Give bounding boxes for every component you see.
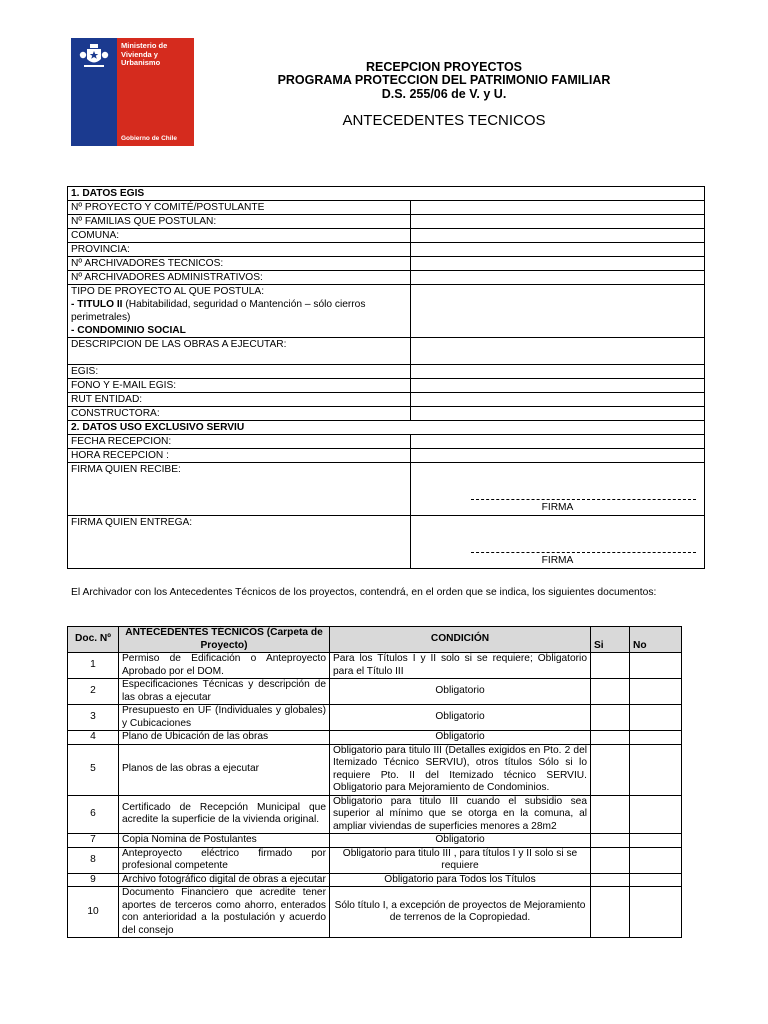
firma-recibe-label: FIRMA QUIEN RECIBE: <box>68 463 411 516</box>
si-checkbox-cell[interactable] <box>591 834 630 848</box>
col-si: Si <box>591 627 630 653</box>
documents-table <box>67 626 682 938</box>
no-checkbox-cell[interactable] <box>630 744 682 795</box>
tipo-titulo2-bold: - TITULO II <box>71 299 123 310</box>
fecha-label: FECHA RECEPCION: <box>68 435 411 449</box>
no-checkbox-cell[interactable] <box>630 679 682 705</box>
no-checkbox-cell[interactable] <box>630 795 682 834</box>
proyecto-field[interactable] <box>411 201 705 215</box>
si-checkbox-cell[interactable] <box>591 705 630 731</box>
doc-condicion: Obligatorio <box>330 705 591 731</box>
hora-field[interactable] <box>411 449 705 463</box>
table-row <box>68 679 682 705</box>
tipo-titulo2-desc: (Habitabilidad, seguridad o Mantención – sólo cierros perimetrales) <box>71 299 366 323</box>
arch-tecnicos-label: Nº ARCHIVADORES TECNICOS: <box>68 257 411 271</box>
descripcion-field[interactable] <box>411 338 705 365</box>
doc-number: 1 <box>68 653 119 679</box>
table-row <box>68 873 682 887</box>
doc-number: 5 <box>68 744 119 795</box>
doc-antecedente: Anteproyecto eléctrico firmado por profesional competente <box>119 847 330 873</box>
rut-field[interactable] <box>411 393 705 407</box>
project-data-form <box>67 186 705 569</box>
signature-line <box>471 499 696 500</box>
descripcion-label: DESCRIPCION DE LAS OBRAS A EJECUTAR: <box>68 338 411 365</box>
doc-number: 7 <box>68 834 119 848</box>
col-no: No <box>630 627 682 653</box>
comuna-field[interactable] <box>411 229 705 243</box>
doc-number: 6 <box>68 795 119 834</box>
col-condicion: CONDICIÓN <box>330 627 591 653</box>
header-line2: PROGRAMA PROTECCION DEL PATRIMONIO FAMILIAR <box>277 73 611 87</box>
proyecto-label: Nº PROYECTO Y COMITÉ/POSTULANTE <box>68 201 411 215</box>
coat-of-arms-icon <box>78 41 110 71</box>
constructora-label: CONSTRUCTORA: <box>68 407 411 421</box>
doc-antecedente: Documento Financiero que acredite tener aportes de terceros como ahorro, enterados con anterioridad a la postulación y acuerdo del consejo <box>119 887 330 938</box>
doc-number: 10 <box>68 887 119 938</box>
egis-label: EGIS: <box>68 365 411 379</box>
col-doc: Doc. Nº <box>68 627 119 653</box>
doc-antecedente: Planos de las obras a ejecutar <box>119 744 330 795</box>
tipo-proyecto-cell <box>68 285 411 338</box>
no-checkbox-cell[interactable] <box>630 887 682 938</box>
tipo-proyecto-field[interactable] <box>411 285 705 338</box>
no-checkbox-cell[interactable] <box>630 834 682 848</box>
doc-condicion: Obligatorio <box>330 731 591 745</box>
firma-entrega-field[interactable] <box>411 516 705 569</box>
hora-label: HORA RECEPCION : <box>68 449 411 463</box>
no-checkbox-cell[interactable] <box>630 653 682 679</box>
si-checkbox-cell[interactable] <box>591 873 630 887</box>
tipo-proyecto-label: TIPO DE PROYECTO AL QUE POSTULA: <box>71 286 265 297</box>
table-row <box>68 731 682 745</box>
arch-admin-label: Nº ARCHIVADORES ADMINISTRATIVOS: <box>68 271 411 285</box>
arch-tecnicos-field[interactable] <box>411 257 705 271</box>
firma-recibe-field[interactable] <box>411 463 705 516</box>
fono-label: FONO Y E-MAIL EGIS: <box>68 379 411 393</box>
tipo-condominio: - CONDOMINIO SOCIAL <box>71 325 186 336</box>
intro-paragraph: El Archivador con los Antecedentes Técnicos de los proyectos, contendrá, en el orden que se indica, los siguientes documentos: <box>71 587 657 598</box>
signature-line <box>471 552 696 553</box>
header-line1: RECEPCION PROYECTOS <box>365 60 523 74</box>
firma-entrega-label: FIRMA QUIEN ENTREGA: <box>68 516 411 569</box>
comuna-label: COMUNA: <box>68 229 411 243</box>
documents-table-body <box>68 653 682 938</box>
table-row <box>68 705 682 731</box>
ministry-name <box>121 42 167 68</box>
no-checkbox-cell[interactable] <box>630 705 682 731</box>
doc-condicion: Obligatorio <box>330 834 591 848</box>
provincia-field[interactable] <box>411 243 705 257</box>
doc-condicion: Obligatorio <box>330 679 591 705</box>
si-checkbox-cell[interactable] <box>591 847 630 873</box>
si-checkbox-cell[interactable] <box>591 679 630 705</box>
constructora-field[interactable] <box>411 407 705 421</box>
egis-field[interactable] <box>411 365 705 379</box>
logo-blue-panel <box>71 38 117 146</box>
col-antecedentes: ANTECEDENTES TÉCNICOS (Carpeta de Proyecto) <box>119 627 330 653</box>
doc-condicion: Para los Títulos I y II solo si se requiere; Obligatorio para el Título III <box>330 653 591 679</box>
doc-number: 3 <box>68 705 119 731</box>
fecha-field[interactable] <box>411 435 705 449</box>
section1-heading: 1. DATOS EGIS <box>68 187 705 201</box>
doc-number: 4 <box>68 731 119 745</box>
firma-caption: FIRMA <box>541 555 574 566</box>
header-line3: D.S. 255/06 de V. y U. <box>381 87 507 101</box>
doc-antecedente: Especificaciones Técnicas y descripción de las obras a ejecutar <box>119 679 330 705</box>
doc-condicion: Obligatorio para Todos los Títulos <box>330 873 591 887</box>
doc-number: 8 <box>68 847 119 873</box>
government-label: Gobierno de Chile <box>121 135 177 142</box>
doc-antecedente: Presupuesto en UF (Individuales y globales) y Cubicaciones <box>119 705 330 731</box>
no-checkbox-cell[interactable] <box>630 847 682 873</box>
doc-antecedente: Permiso de Edificación o Anteproyecto Aprobado por el DOM. <box>119 653 330 679</box>
table-row <box>68 795 682 834</box>
si-checkbox-cell[interactable] <box>591 653 630 679</box>
section2-heading: 2. DATOS USO EXCLUSIVO SERVIU <box>68 421 705 435</box>
ministry-name-line1: Ministerio de <box>121 41 168 50</box>
table-row <box>68 653 682 679</box>
si-checkbox-cell[interactable] <box>591 731 630 745</box>
table-row <box>68 744 682 795</box>
provincia-label: PROVINCIA: <box>68 243 411 257</box>
ministry-name-line2: Vivienda y <box>121 49 158 59</box>
doc-condicion: Sólo título I, a excepción de proyectos de Mejoramiento de terrenos de la Copropiedad. <box>330 887 591 938</box>
table-row <box>68 887 682 938</box>
familias-field[interactable] <box>411 215 705 229</box>
fono-field[interactable] <box>411 379 705 393</box>
doc-antecedente: Archivo fotográfico digital de obras a ejecutar <box>119 873 330 887</box>
table-row <box>68 847 682 873</box>
arch-admin-field[interactable] <box>411 271 705 285</box>
si-checkbox-cell[interactable] <box>591 887 630 938</box>
doc-condicion: Obligatorio para titulo III (Detalles exigidos en Pto. 2 del Itemizado Técnico SERVIU), otros títulos Sólo si lo requiere Pto. II del Itemizado técnico SERVIU. Obligatorio para Mejoramiento de Condominios. <box>330 744 591 795</box>
no-checkbox-cell[interactable] <box>630 873 682 887</box>
doc-number: 9 <box>68 873 119 887</box>
doc-antecedente: Copia Nomina de Postulantes <box>119 834 330 848</box>
rut-label: RUT ENTIDAD: <box>68 393 411 407</box>
doc-antecedente: Certificado de Recepción Municipal que acredite la superficie de la vivienda original. <box>119 795 330 834</box>
si-checkbox-cell[interactable] <box>591 744 630 795</box>
ministry-name-line3: Urbanismo <box>121 58 161 67</box>
doc-condicion: Obligatorio para titulo III cuando el subsidio sea superior al mínimo que se otorga en la comuna, al ampliar viviendas de superficies menores a 28m2 <box>330 795 591 834</box>
doc-antecedente: Plano de Ubicación de las obras <box>119 731 330 745</box>
si-checkbox-cell[interactable] <box>591 795 630 834</box>
page-title: ANTECEDENTES TECNICOS <box>342 112 546 129</box>
table-row <box>68 834 682 848</box>
logo-red-panel <box>117 38 194 146</box>
ministry-logo <box>71 38 194 146</box>
tipo-titulo2 <box>71 298 407 324</box>
doc-number: 2 <box>68 679 119 705</box>
doc-condicion: Obligatorio para titulo III , para títulos I y II solo si se requiere <box>330 847 591 873</box>
firma-caption: FIRMA <box>541 502 574 513</box>
no-checkbox-cell[interactable] <box>630 731 682 745</box>
familias-label: Nº FAMILIAS QUE POSTULAN: <box>68 215 411 229</box>
